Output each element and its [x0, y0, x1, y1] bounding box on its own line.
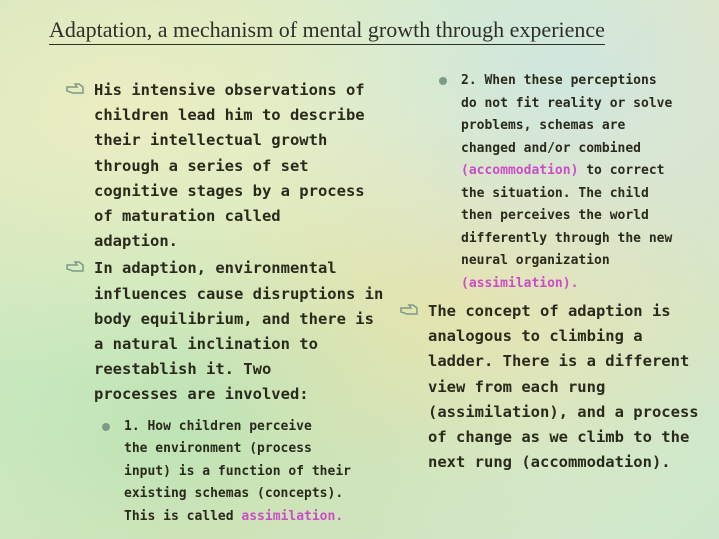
text-line: through a series of set — [94, 156, 309, 175]
text-line: differently through the new — [461, 230, 673, 246]
text-line: changed and/or combined — [461, 140, 642, 156]
text-line — [461, 160, 700, 183]
text-line: do not fit reality or solve — [461, 95, 673, 111]
text-prefix: This is called — [124, 508, 242, 524]
bullet-dot-icon — [102, 423, 110, 431]
text-line: their intellectual growth — [94, 131, 328, 150]
text-line: neural organization — [461, 253, 610, 268]
text-line: existing schemas (concepts). — [124, 486, 344, 502]
text-line: 1. How children perceive — [124, 418, 312, 434]
text-line: children lead him to describe — [94, 106, 365, 125]
text-line: reestablish it. Two — [94, 360, 272, 379]
bullet-ladder — [400, 299, 700, 475]
text-line: adaption. — [94, 232, 178, 251]
text-line: His intensive observations of — [94, 81, 365, 99]
text-line: (assimilation), and a process — [428, 402, 699, 421]
text-line: of change as we climb to the — [428, 428, 690, 447]
pointing-hand-icon — [66, 81, 86, 97]
text-line: The concept of adaption is — [428, 302, 671, 320]
term-assimilation: assimilation. — [241, 508, 344, 524]
text-line: input) is a function of their — [124, 463, 351, 479]
text-line: processes are involved: — [94, 385, 309, 404]
text-line: 2. When these perceptions — [461, 73, 657, 88]
term-accommodation: (accommodation) — [461, 163, 579, 178]
left-column — [66, 78, 384, 528]
bullet-observations — [66, 78, 366, 254]
text-line: the environment (process — [124, 441, 312, 457]
text-line: the situation. The child — [461, 185, 649, 201]
text-line: analogous to climbing a — [428, 327, 643, 346]
text-line: view from each rung — [428, 377, 606, 396]
pointing-hand-icon — [400, 302, 420, 318]
bullet-dot-icon — [439, 77, 447, 85]
pointing-hand-icon — [66, 259, 86, 275]
bullet-adaption — [66, 256, 384, 407]
text-line: cognitive stages by a process — [94, 181, 365, 200]
text-line: next rung (accommodation). — [428, 453, 671, 472]
right-column — [400, 70, 700, 477]
text-line: In adaption, environmental — [94, 259, 337, 278]
text-line: then perceives the world — [461, 208, 649, 223]
text-suffix: to correct — [578, 163, 665, 178]
text-line: influences cause disruptions in — [94, 284, 384, 303]
term-assimilation: (assimilation). — [461, 275, 579, 291]
text-line: problems, schemas are — [461, 118, 626, 133]
text-line — [124, 506, 366, 529]
text-line: a natural inclination to — [94, 335, 318, 354]
text-line: ladder. There is a different — [428, 352, 690, 371]
text-line: body equilibrium, and there is — [94, 309, 374, 328]
text-line: of maturation called — [94, 207, 281, 226]
subbullet-perceive — [102, 416, 366, 529]
slide-title: Adaptation, a mechanism of mental growth through experience — [49, 16, 605, 45]
subbullet-perceptions — [439, 70, 700, 295]
